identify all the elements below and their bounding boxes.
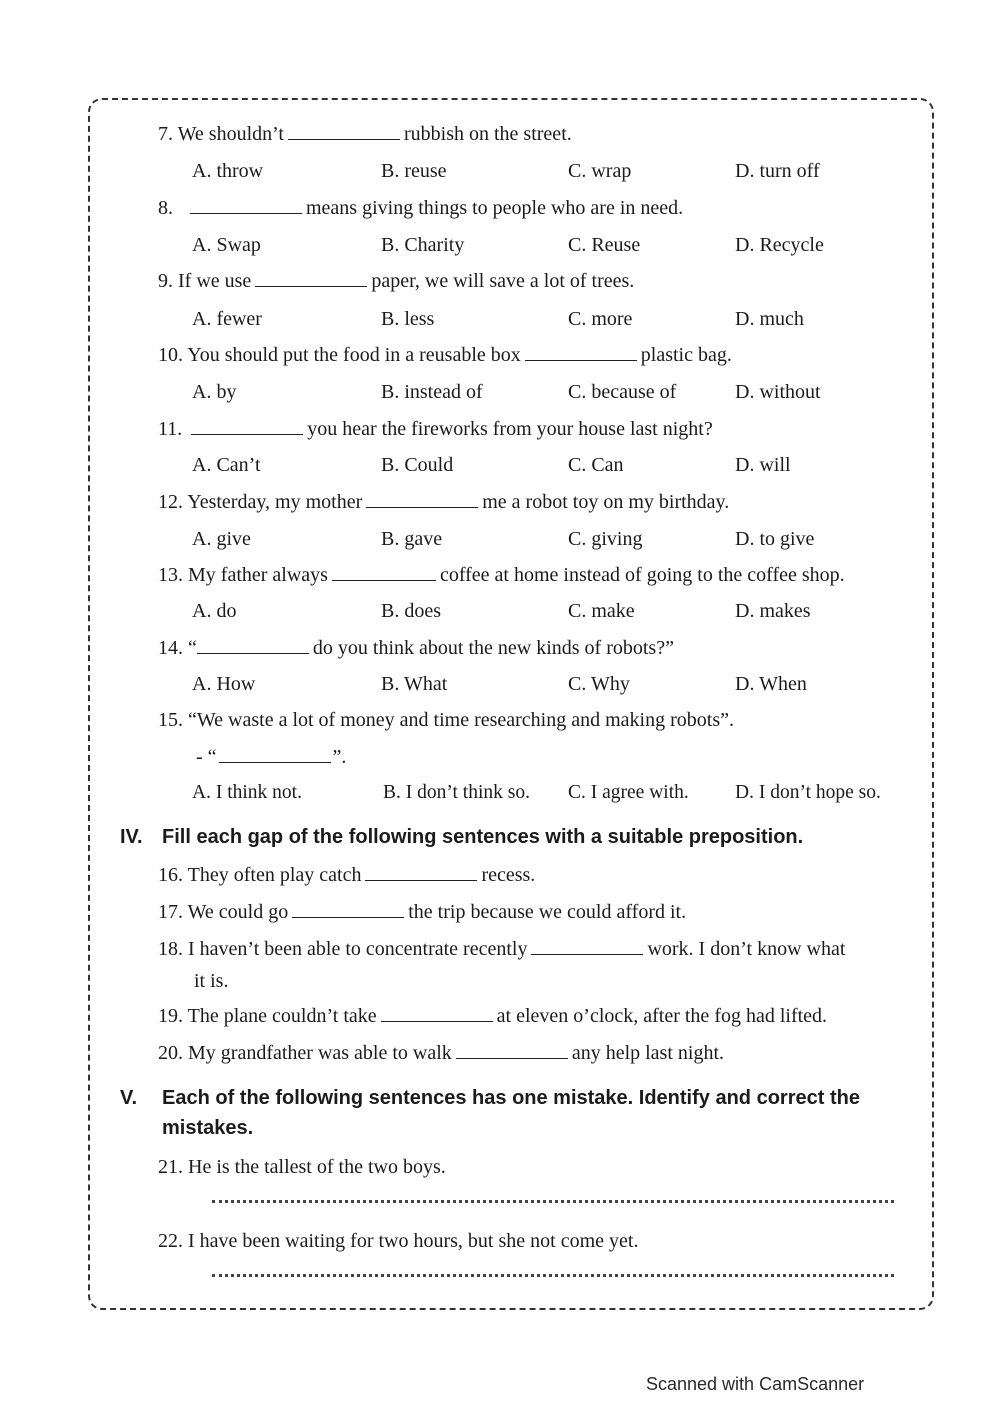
question-21 [158,1154,928,1180]
question-number: 18. [158,938,183,960]
option-c[interactable]: C. because of [568,381,677,403]
option-a[interactable]: A. Swap [192,234,261,256]
question-text-before: My grandfather was able to walk [188,1042,452,1064]
question-text-after: plastic bag. [640,344,732,366]
options-7 [192,158,932,184]
question-8 [158,195,928,221]
option-a[interactable]: A. I think not. [192,782,302,803]
answer-blank[interactable] [332,562,436,581]
question-text-before: I haven’t been able to concentrate recently [188,938,528,960]
question-number: 7. [158,123,173,145]
question-16 [158,862,928,888]
options-9 [192,306,932,332]
option-d[interactable]: D. without [735,381,821,403]
option-a[interactable]: A. How [192,673,256,695]
question-text-after: means giving things to people who are in need. [306,197,684,219]
answer-blank[interactable] [381,1003,493,1022]
option-a[interactable]: A. Can’t [192,454,261,476]
answer-blank[interactable] [365,862,477,881]
option-d[interactable]: D. When [735,673,807,695]
option-a[interactable]: A. do [192,600,237,622]
option-b[interactable]: B. Charity [381,234,465,256]
answer-blank[interactable] [197,635,309,654]
question-17 [158,899,928,925]
answer-blank[interactable] [366,489,478,508]
question-12 [158,489,928,515]
options-10 [192,379,932,405]
answer-blank[interactable] [219,744,331,763]
question-text-after: paper, we will save a lot of trees. [371,270,635,292]
question-9 [158,268,928,294]
option-d[interactable]: D. will [735,454,791,476]
section-title: Each of the following sentences has one mistake. Identify and correct the mistakes. [162,1087,860,1139]
section-v-heading [120,1083,930,1145]
question-text-before: We could go [187,901,289,923]
question-text-before: The plane couldn’t take [187,1005,377,1027]
reply-open-quote: - “ [196,746,217,768]
question-text-before: Yesterday, my mother [187,491,363,513]
question-number: 9. [158,270,173,292]
option-a[interactable]: A. give [192,528,251,550]
question-text-after: at eleven o’clock, after the fog had lifted. [496,1005,828,1027]
question-number: 12. [158,491,183,513]
option-d[interactable]: D. Recycle [735,234,824,256]
question-text-after: any help last night. [571,1042,725,1064]
reply-close-quote: ”. [332,746,347,768]
question-18 [158,936,928,962]
question-text-after: recess. [481,864,536,886]
section-number: V. [120,1087,138,1109]
question-19 [158,1003,928,1029]
option-d[interactable]: D. turn off [735,160,820,182]
option-b[interactable]: B. less [381,308,435,330]
answer-blank[interactable] [531,936,643,955]
question-text-continued: it is. [194,970,229,992]
question-text-before: If we use [178,270,252,292]
question-text-after: do you think about the new kinds of robots?” [312,637,674,659]
question-text-before: You should put the food in a reusable box [187,344,521,366]
option-c[interactable]: C. I agree with. [568,782,689,803]
question-11 [158,416,928,442]
question-10 [158,342,928,368]
question-text-after: rubbish on the street. [404,123,572,145]
options-8 [192,232,932,258]
question-number: 19. [158,1005,183,1027]
option-d[interactable]: D. much [735,308,804,330]
option-c[interactable]: C. make [568,600,635,622]
question-15-reply [196,744,966,770]
question-text-before: They often play catch [187,864,362,886]
question-text-before: My father always [188,564,328,586]
scanner-watermark: Scanned with CamScanner [646,1374,865,1394]
option-a[interactable]: A. fewer [192,308,262,330]
question-text-before: We shouldn’t [177,123,284,145]
question-22 [158,1228,928,1254]
option-d[interactable]: D. to give [735,528,815,550]
option-c[interactable]: C. Reuse [568,234,641,256]
option-b[interactable]: B. instead of [381,381,483,403]
question-number: 15. [158,709,183,731]
answer-blank[interactable] [456,1040,568,1059]
options-13 [192,598,932,624]
answer-blank[interactable] [525,342,637,361]
question-text-before: “ [188,637,197,659]
answer-blank[interactable] [190,195,302,214]
answer-line[interactable] [212,1196,894,1203]
option-b[interactable]: B. I don’t think so. [383,782,530,803]
question-7 [158,121,928,147]
option-d[interactable]: D. I don’t hope so. [735,782,881,803]
answer-line[interactable] [212,1270,894,1277]
question-number: 11. [158,418,183,440]
question-text: He is the tallest of the two boys. [188,1156,446,1178]
option-c[interactable]: C. giving [568,528,643,550]
question-18-continuation [194,968,964,994]
question-number: 21. [158,1156,183,1178]
options-12 [192,526,932,552]
question-number: 14. [158,637,183,659]
question-14 [158,635,928,661]
question-20 [158,1040,928,1066]
options-14 [192,671,932,697]
question-text: I have been waiting for two hours, but she not come yet. [188,1230,639,1252]
option-b[interactable]: B. does [381,600,441,622]
option-b[interactable]: B. reuse [381,160,447,182]
question-number: 20. [158,1042,183,1064]
question-text-after: the trip because we could afford it. [408,901,687,923]
option-c[interactable]: C. Can [568,454,624,476]
question-15 [158,707,928,733]
option-c[interactable]: C. Why [568,673,630,695]
question-number: 17. [158,901,183,923]
question-text-after: coffee at home instead of going to the coffee shop. [439,564,845,586]
question-text-after: you hear the fireworks from your house last night? [307,418,713,440]
answer-blank[interactable] [292,899,404,918]
option-c[interactable]: C. more [568,308,633,330]
options-11 [192,452,932,478]
question-text-after: work. I don’t know what [647,938,846,960]
options-15 [192,780,932,806]
question-13 [158,562,928,588]
question-number: 8. [158,197,173,219]
answer-blank[interactable] [288,121,400,140]
section-title: Fill each gap of the following sentences with a suitable preposition. [162,826,804,848]
option-b[interactable]: B. Could [381,454,454,476]
question-text: “We waste a lot of money and time researching and making robots”. [188,709,734,731]
question-text-after: me a robot toy on my birthday. [482,491,730,513]
option-a[interactable]: A. throw [192,160,264,182]
answer-blank[interactable] [255,268,367,287]
question-number: 10. [158,344,183,366]
option-b[interactable]: B. What [381,673,448,695]
question-number: 16. [158,864,183,886]
question-number: 13. [158,564,183,586]
option-b[interactable]: B. gave [381,528,443,550]
answer-blank[interactable] [191,416,303,435]
option-c[interactable]: C. wrap [568,160,632,182]
question-number: 22. [158,1230,183,1252]
option-a[interactable]: A. by [192,381,237,403]
option-d[interactable]: D. makes [735,600,811,622]
section-number: IV. [120,826,143,848]
